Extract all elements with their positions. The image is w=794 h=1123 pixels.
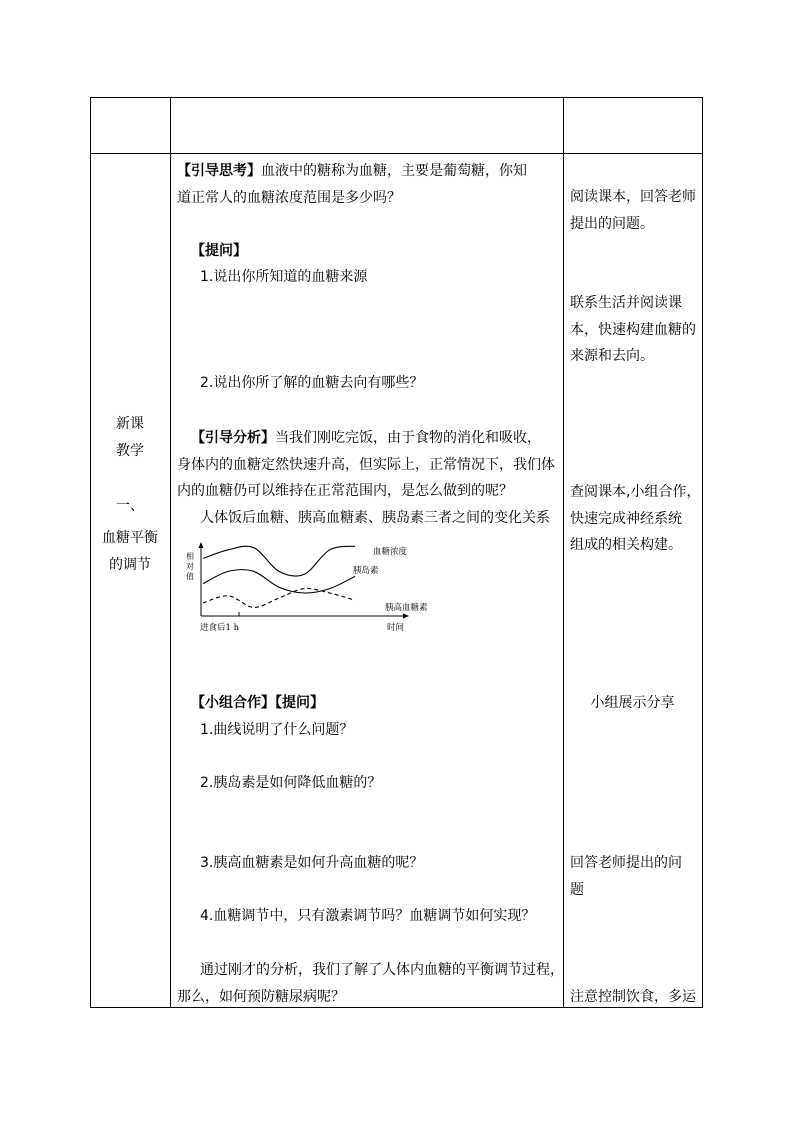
guide-analysis-tag: 【引导分析】 (191, 430, 275, 446)
chart-xlabel: 时间 (387, 623, 405, 633)
table-border-top (90, 97, 703, 98)
section-label-line3: 一、 (116, 498, 144, 514)
chart-caption: 人体饭后血糖、胰高血糖素、胰岛素三者之间的变化关系 (200, 510, 550, 526)
group-question-4: 4.血糖调节中，只有激素调节吗？血糖调节如何实现？ (200, 908, 536, 924)
guide-analysis-paragraph (191, 428, 541, 448)
question-tag: 【提问】 (191, 243, 247, 259)
section-label-line4: 血糖平衡 (102, 530, 158, 546)
chart-y-axis-arrow (199, 542, 204, 548)
student-activity-1a: 阅读课本，回答老师 (570, 189, 696, 205)
group-question-1: 1.曲线说明了什么问题？ (200, 722, 354, 738)
student-activity-1b: 提出的问题。 (570, 216, 654, 232)
student-activity-5a: 回答老师提出的问 (570, 855, 682, 871)
student-activity-4: 小组展示分享 (590, 695, 675, 711)
table-col-divider-2 (563, 97, 564, 1008)
series-label-glucagon: 胰高血糖素 (385, 603, 428, 613)
guide-think-paragraph (177, 161, 527, 181)
chart-ylabel-1: 相 (186, 552, 194, 561)
student-activity-3c: 组成的相关构建。 (570, 537, 682, 553)
student-activity-3a: 查阅课本,小组合作， (570, 484, 701, 500)
table-col-divider-1 (170, 97, 171, 1008)
chart-x-axis-arrow (403, 614, 409, 619)
series-label-blood-sugar: 血糖浓度 (373, 547, 408, 557)
table-header-divider (90, 153, 703, 154)
section-label-line2: 教学 (116, 443, 144, 459)
chart-x-tick-label: 进食后1 h (200, 623, 240, 633)
closing-text-1: 通过刚才的分析，我们了解了人体内血糖的平衡调节过程， (200, 962, 564, 978)
student-activity-5b: 题 (570, 882, 584, 898)
guide-think-text-2: 道正常人的血糖浓度范围是多少吗？ (177, 190, 401, 206)
student-activity-2a: 联系生活并阅读课 (570, 295, 682, 311)
guide-analysis-text-3: 内的血糖仍可以维持在正常范围内，是怎么做到的呢？ (177, 483, 513, 499)
closing-text-2: 那么，如何预防糖尿病呢？ (177, 989, 345, 1005)
chart-ylabel-2: 对 (186, 562, 194, 571)
student-activity-2c: 来源和去向。 (570, 348, 654, 364)
table-border-right (702, 97, 703, 1008)
group-question-3: 3.胰高血糖素是如何升高血糖的呢？ (200, 855, 424, 871)
group-question-2: 2.胰岛素是如何降低血糖的？ (200, 775, 382, 791)
chart-ylabel-3: 值 (186, 572, 194, 581)
table-border-bottom (90, 1007, 703, 1008)
guide-think-tag: 【引导思考】 (177, 163, 261, 179)
student-activity-6: 注意控制饮食，多运 (570, 989, 696, 1005)
section-label-line1: 新课 (116, 416, 144, 432)
student-activity-2b: 本，快速构建血糖的 (570, 322, 696, 338)
student-activity-3b: 快速完成神经系统 (570, 511, 682, 527)
question-1: 1.说出你所知道的血糖来源 (200, 269, 368, 285)
series-line-glucagon (203, 588, 355, 607)
guide-think-text: 血液中的糖称为血糖，主要是葡萄糖，你知 (261, 163, 527, 179)
guide-analysis-text-2: 身体内的血糖定然快速升高，但实际上，正常情况下，我们体 (177, 457, 555, 473)
series-label-insulin: 胰岛素 (353, 566, 379, 576)
guide-analysis-text: 当我们刚吃完饭，由于食物的消化和吸收， (275, 430, 541, 446)
section-label-line5: 的调节 (109, 557, 151, 573)
series-line-insulin (203, 570, 355, 593)
question-2: 2.说出你所了解的血糖去向有哪些？ (200, 375, 424, 391)
blood-sugar-chart (180, 540, 450, 636)
table-border-left (90, 97, 91, 1008)
group-work-tag: 【小组合作】【提问】 (191, 695, 324, 711)
